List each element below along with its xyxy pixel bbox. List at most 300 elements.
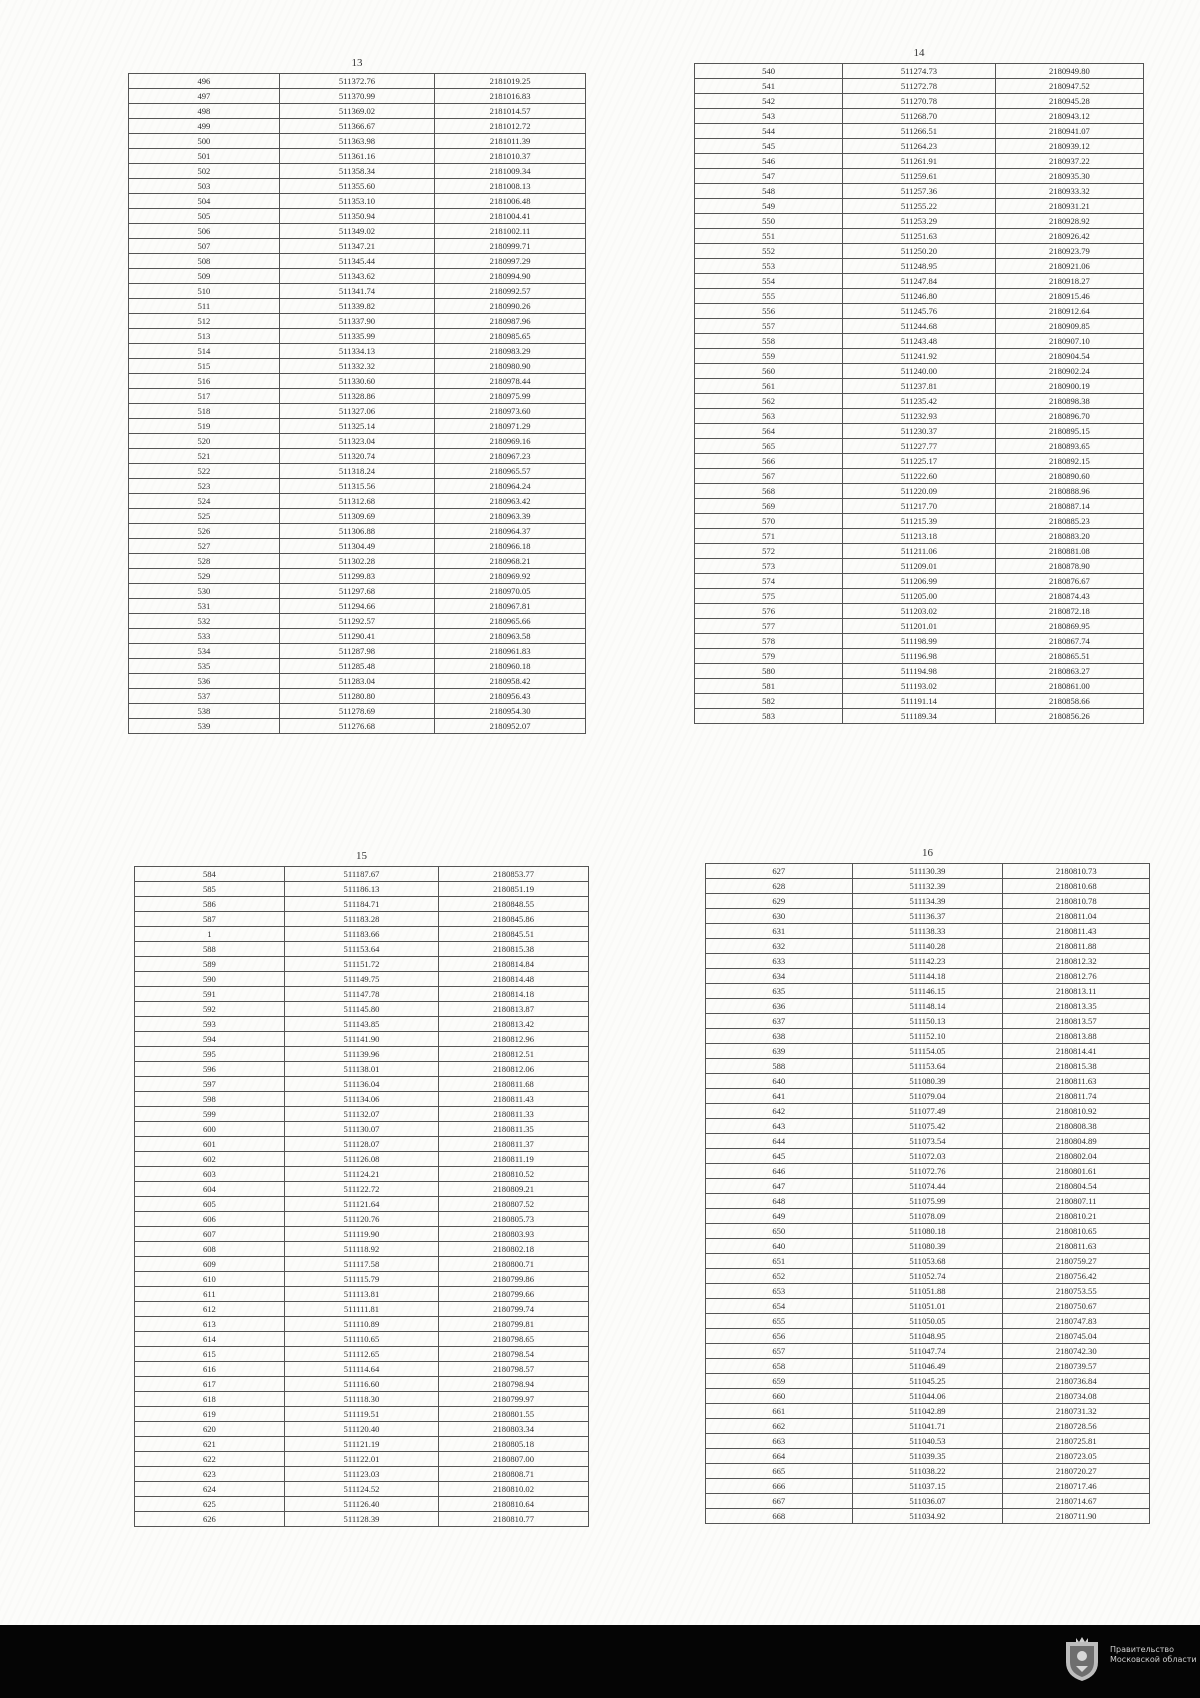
point-number: 533 [129, 629, 280, 644]
x-coordinate: 511113.81 [284, 1287, 438, 1302]
y-coordinate: 2180980.90 [435, 359, 586, 374]
page-number: 14 [913, 47, 925, 59]
x-coordinate: 511110.65 [284, 1332, 438, 1347]
point-number: 665 [706, 1464, 853, 1479]
x-coordinate: 511120.40 [284, 1422, 438, 1437]
point-number: 555 [695, 289, 843, 304]
footer-bar [0, 1625, 1200, 1698]
point-number: 634 [706, 969, 853, 984]
x-coordinate: 511079.04 [852, 1089, 1003, 1104]
x-coordinate: 511147.78 [284, 987, 438, 1002]
y-coordinate: 2180983.29 [435, 344, 586, 359]
y-coordinate: 2180963.58 [435, 629, 586, 644]
x-coordinate: 511347.21 [279, 239, 434, 254]
point-number: 510 [129, 284, 280, 299]
point-number: 524 [129, 494, 280, 509]
point-number: 573 [695, 559, 843, 574]
table-row [706, 1374, 1150, 1389]
y-coordinate: 2180759.27 [1003, 1254, 1150, 1269]
point-number: 631 [706, 924, 853, 939]
y-coordinate: 2180813.11 [1003, 984, 1150, 999]
point-number: 607 [135, 1227, 285, 1242]
y-coordinate: 2180811.37 [439, 1137, 589, 1152]
point-number: 633 [706, 954, 853, 969]
x-coordinate: 511297.68 [279, 584, 434, 599]
x-coordinate: 511153.64 [852, 1059, 1003, 1074]
y-coordinate: 2181019.25 [435, 74, 586, 89]
point-number: 612 [135, 1302, 285, 1317]
table-row [695, 649, 1144, 664]
y-coordinate: 2180810.65 [1003, 1224, 1150, 1239]
point-number: 522 [129, 464, 280, 479]
x-coordinate: 511251.63 [843, 229, 996, 244]
y-coordinate: 2180966.18 [435, 539, 586, 554]
x-coordinate: 511080.39 [852, 1074, 1003, 1089]
x-coordinate: 511278.69 [279, 704, 434, 719]
y-coordinate: 2180742.30 [1003, 1344, 1150, 1359]
x-coordinate: 511148.14 [852, 999, 1003, 1014]
point-number: 597 [135, 1077, 285, 1092]
table-row [695, 289, 1144, 304]
x-coordinate: 511270.78 [843, 94, 996, 109]
table-row [706, 984, 1150, 999]
x-coordinate: 511193.02 [843, 679, 996, 694]
x-coordinate: 511126.08 [284, 1152, 438, 1167]
x-coordinate: 511370.99 [279, 89, 434, 104]
y-coordinate: 2180810.52 [439, 1167, 589, 1182]
table-row [129, 314, 586, 329]
y-coordinate: 2181014.57 [435, 104, 586, 119]
y-coordinate: 2180802.04 [1003, 1149, 1150, 1164]
y-coordinate: 2180961.83 [435, 644, 586, 659]
point-number: 531 [129, 599, 280, 614]
y-coordinate: 2180811.68 [439, 1077, 589, 1092]
point-number: 611 [135, 1287, 285, 1302]
point-number: 536 [129, 674, 280, 689]
coordinate-table [694, 63, 1144, 724]
table-row [695, 409, 1144, 424]
x-coordinate: 511183.28 [284, 912, 438, 927]
point-number: 530 [129, 584, 280, 599]
y-coordinate: 2180720.27 [1003, 1464, 1150, 1479]
table-row [129, 269, 586, 284]
y-coordinate: 2180750.67 [1003, 1299, 1150, 1314]
point-number: 535 [129, 659, 280, 674]
point-number: 659 [706, 1374, 853, 1389]
x-coordinate: 511126.40 [284, 1497, 438, 1512]
point-number: 651 [706, 1254, 853, 1269]
table-row [129, 374, 586, 389]
x-coordinate: 511349.02 [279, 224, 434, 239]
y-coordinate: 2180887.14 [995, 499, 1143, 514]
point-number: 594 [135, 1032, 285, 1047]
x-coordinate: 511112.65 [284, 1347, 438, 1362]
point-number: 652 [706, 1269, 853, 1284]
x-coordinate: 511280.80 [279, 689, 434, 704]
table-row [706, 1464, 1150, 1479]
table-row [129, 119, 586, 134]
x-coordinate: 511072.03 [852, 1149, 1003, 1164]
y-coordinate: 2180813.35 [1003, 999, 1150, 1014]
point-number: 656 [706, 1329, 853, 1344]
table-row [706, 1269, 1150, 1284]
table-row [129, 239, 586, 254]
table-row [135, 912, 589, 927]
table-row [129, 479, 586, 494]
y-coordinate: 2180801.55 [439, 1407, 589, 1422]
table-row [706, 924, 1150, 939]
point-number: 606 [135, 1212, 285, 1227]
y-coordinate: 2180811.33 [439, 1107, 589, 1122]
point-number: 559 [695, 349, 843, 364]
point-number: 600 [135, 1122, 285, 1137]
y-coordinate: 2180874.43 [995, 589, 1143, 604]
point-number: 534 [129, 644, 280, 659]
table-row [706, 864, 1150, 879]
point-number: 638 [706, 1029, 853, 1044]
point-number: 523 [129, 479, 280, 494]
point-number: 562 [695, 394, 843, 409]
table-row [695, 229, 1144, 244]
table-row [135, 897, 589, 912]
x-coordinate: 511122.72 [284, 1182, 438, 1197]
table-row [129, 719, 586, 734]
point-number: 511 [129, 299, 280, 314]
y-coordinate: 2180885.23 [995, 514, 1143, 529]
y-coordinate: 2180970.05 [435, 584, 586, 599]
x-coordinate: 511121.19 [284, 1437, 438, 1452]
x-coordinate: 511116.60 [284, 1377, 438, 1392]
table-row [135, 1092, 589, 1107]
table-row [135, 1407, 589, 1422]
y-coordinate: 2180739.57 [1003, 1359, 1150, 1374]
x-coordinate: 511143.85 [284, 1017, 438, 1032]
point-number: 564 [695, 424, 843, 439]
table-row [135, 1047, 589, 1062]
point-number: 619 [135, 1407, 285, 1422]
y-coordinate: 2180814.84 [439, 957, 589, 972]
table-row [129, 599, 586, 614]
x-coordinate: 511130.07 [284, 1122, 438, 1137]
point-number: 585 [135, 882, 285, 897]
point-number: 643 [706, 1119, 853, 1134]
table-row [129, 659, 586, 674]
x-coordinate: 511247.84 [843, 274, 996, 289]
y-coordinate: 2180798.65 [439, 1332, 589, 1347]
y-coordinate: 2180937.22 [995, 154, 1143, 169]
y-coordinate: 2180811.63 [1003, 1074, 1150, 1089]
point-number: 649 [706, 1209, 853, 1224]
table-row [695, 349, 1144, 364]
y-coordinate: 2180963.42 [435, 494, 586, 509]
table-row [706, 1134, 1150, 1149]
table-row [135, 1152, 589, 1167]
y-coordinate: 2180801.61 [1003, 1164, 1150, 1179]
x-coordinate: 511072.76 [852, 1164, 1003, 1179]
y-coordinate: 2180952.07 [435, 719, 586, 734]
x-coordinate: 511183.66 [284, 927, 438, 942]
x-coordinate: 511198.99 [843, 634, 996, 649]
point-number: 595 [135, 1047, 285, 1062]
point-number: 563 [695, 409, 843, 424]
y-coordinate: 2180807.00 [439, 1452, 589, 1467]
point-number: 615 [135, 1347, 285, 1362]
point-number: 496 [129, 74, 280, 89]
y-coordinate: 2180898.38 [995, 394, 1143, 409]
table-row [695, 214, 1144, 229]
table-row [706, 1194, 1150, 1209]
x-coordinate: 511119.51 [284, 1407, 438, 1422]
point-number: 565 [695, 439, 843, 454]
y-coordinate: 2180973.60 [435, 404, 586, 419]
y-coordinate: 2180810.73 [1003, 864, 1150, 879]
y-coordinate: 2180943.12 [995, 109, 1143, 124]
table-row [129, 524, 586, 539]
y-coordinate: 2180717.46 [1003, 1479, 1150, 1494]
table-row [135, 1107, 589, 1122]
x-coordinate: 511201.01 [843, 619, 996, 634]
y-coordinate: 2180813.57 [1003, 1014, 1150, 1029]
x-coordinate: 511080.39 [852, 1239, 1003, 1254]
y-coordinate: 2180909.85 [995, 319, 1143, 334]
table-row [135, 1242, 589, 1257]
point-number: 509 [129, 269, 280, 284]
point-number: 513 [129, 329, 280, 344]
x-coordinate: 511369.02 [279, 104, 434, 119]
point-number: 517 [129, 389, 280, 404]
y-coordinate: 2180876.67 [995, 574, 1143, 589]
point-number: 566 [695, 454, 843, 469]
x-coordinate: 511146.15 [852, 984, 1003, 999]
x-coordinate: 511309.69 [279, 509, 434, 524]
point-number: 593 [135, 1017, 285, 1032]
x-coordinate: 511304.49 [279, 539, 434, 554]
x-coordinate: 511152.10 [852, 1029, 1003, 1044]
x-coordinate: 511213.18 [843, 529, 996, 544]
table-row [695, 439, 1144, 454]
point-number: 663 [706, 1434, 853, 1449]
table-row [129, 134, 586, 149]
table-row [129, 689, 586, 704]
table-row [129, 614, 586, 629]
y-coordinate: 2180811.43 [439, 1092, 589, 1107]
page-number: 13 [351, 57, 363, 69]
y-coordinate: 2180904.54 [995, 349, 1143, 364]
y-coordinate: 2180990.26 [435, 299, 586, 314]
y-coordinate: 2180999.71 [435, 239, 586, 254]
x-coordinate: 511244.68 [843, 319, 996, 334]
y-coordinate: 2180865.51 [995, 649, 1143, 664]
x-coordinate: 511268.70 [843, 109, 996, 124]
point-number: 646 [706, 1164, 853, 1179]
table-row [135, 942, 589, 957]
y-coordinate: 2180890.60 [995, 469, 1143, 484]
y-coordinate: 2180900.19 [995, 379, 1143, 394]
y-coordinate: 2180926.42 [995, 229, 1143, 244]
point-number: 568 [695, 484, 843, 499]
table-row [129, 404, 586, 419]
table-row [135, 1497, 589, 1512]
point-number: 666 [706, 1479, 853, 1494]
point-number: 576 [695, 604, 843, 619]
y-coordinate: 2180921.06 [995, 259, 1143, 274]
x-coordinate: 511136.04 [284, 1077, 438, 1092]
table-row [135, 1362, 589, 1377]
point-number: 551 [695, 229, 843, 244]
x-coordinate: 511237.81 [843, 379, 996, 394]
y-coordinate: 2180915.46 [995, 289, 1143, 304]
x-coordinate: 511358.34 [279, 164, 434, 179]
point-number: 647 [706, 1179, 853, 1194]
x-coordinate: 511123.03 [284, 1467, 438, 1482]
footer-caption [1110, 1645, 1198, 1665]
point-number: 603 [135, 1167, 285, 1182]
point-number: 505 [129, 209, 280, 224]
x-coordinate: 511073.54 [852, 1134, 1003, 1149]
point-number: 1 [135, 927, 285, 942]
y-coordinate: 2180813.42 [439, 1017, 589, 1032]
point-number: 572 [695, 544, 843, 559]
point-number: 545 [695, 139, 843, 154]
y-coordinate: 2180939.12 [995, 139, 1143, 154]
point-number: 549 [695, 199, 843, 214]
table-row [129, 329, 586, 344]
point-number: 629 [706, 894, 853, 909]
y-coordinate: 2180985.65 [435, 329, 586, 344]
x-coordinate: 511124.52 [284, 1482, 438, 1497]
x-coordinate: 511327.06 [279, 404, 434, 419]
x-coordinate: 511225.17 [843, 454, 996, 469]
table-row [695, 559, 1144, 574]
table-row [135, 1122, 589, 1137]
y-coordinate: 2180815.38 [439, 942, 589, 957]
point-number: 622 [135, 1452, 285, 1467]
y-coordinate: 2180798.54 [439, 1347, 589, 1362]
table-row [129, 509, 586, 524]
table-row [706, 954, 1150, 969]
x-coordinate: 511318.24 [279, 464, 434, 479]
y-coordinate: 2180810.64 [439, 1497, 589, 1512]
table-row [135, 1452, 589, 1467]
point-number: 525 [129, 509, 280, 524]
coordinate-panel-16 [705, 847, 1150, 1524]
table-row [135, 1077, 589, 1092]
point-number: 618 [135, 1392, 285, 1407]
x-coordinate: 511196.98 [843, 649, 996, 664]
point-number: 591 [135, 987, 285, 1002]
table-row [695, 544, 1144, 559]
x-coordinate: 511136.37 [852, 909, 1003, 924]
x-coordinate: 511118.92 [284, 1242, 438, 1257]
point-number: 661 [706, 1404, 853, 1419]
y-coordinate: 2181016.83 [435, 89, 586, 104]
x-coordinate: 511264.23 [843, 139, 996, 154]
x-coordinate: 511299.83 [279, 569, 434, 584]
table-row [706, 999, 1150, 1014]
table-row [129, 224, 586, 239]
point-number: 621 [135, 1437, 285, 1452]
y-coordinate: 2180945.28 [995, 94, 1143, 109]
point-number: 515 [129, 359, 280, 374]
y-coordinate: 2180731.32 [1003, 1404, 1150, 1419]
table-row [129, 149, 586, 164]
point-number: 590 [135, 972, 285, 987]
y-coordinate: 2180923.79 [995, 244, 1143, 259]
point-number: 506 [129, 224, 280, 239]
y-coordinate: 2181009.34 [435, 164, 586, 179]
y-coordinate: 2180799.97 [439, 1392, 589, 1407]
x-coordinate: 511272.78 [843, 79, 996, 94]
table-row [135, 1317, 589, 1332]
x-coordinate: 511366.67 [279, 119, 434, 134]
point-number: 499 [129, 119, 280, 134]
x-coordinate: 511186.13 [284, 882, 438, 897]
point-number: 667 [706, 1494, 853, 1509]
table-row [129, 344, 586, 359]
x-coordinate: 511335.99 [279, 329, 434, 344]
table-row [706, 1329, 1150, 1344]
point-number: 540 [695, 64, 843, 79]
x-coordinate: 511041.71 [852, 1419, 1003, 1434]
table-row [695, 334, 1144, 349]
point-number: 570 [695, 514, 843, 529]
table-row [706, 1119, 1150, 1134]
table-row [695, 154, 1144, 169]
x-coordinate: 511328.86 [279, 389, 434, 404]
point-number: 575 [695, 589, 843, 604]
point-number: 529 [129, 569, 280, 584]
point-number: 537 [129, 689, 280, 704]
y-coordinate: 2180734.08 [1003, 1389, 1150, 1404]
footer-line-2: Московской области [1110, 1655, 1197, 1664]
point-number: 630 [706, 909, 853, 924]
y-coordinate: 2180800.71 [439, 1257, 589, 1272]
point-number: 636 [706, 999, 853, 1014]
x-coordinate: 511038.22 [852, 1464, 1003, 1479]
x-coordinate: 511337.90 [279, 314, 434, 329]
y-coordinate: 2180971.29 [435, 419, 586, 434]
table-row [135, 1182, 589, 1197]
y-coordinate: 2180811.43 [1003, 924, 1150, 939]
x-coordinate: 511320.74 [279, 449, 434, 464]
y-coordinate: 2180978.44 [435, 374, 586, 389]
table-row [135, 1212, 589, 1227]
table-row [135, 1377, 589, 1392]
x-coordinate: 511285.48 [279, 659, 434, 674]
x-coordinate: 511325.14 [279, 419, 434, 434]
y-coordinate: 2180992.57 [435, 284, 586, 299]
point-number: 588 [706, 1059, 853, 1074]
table-row [706, 1389, 1150, 1404]
table-row [695, 604, 1144, 619]
x-coordinate: 511047.74 [852, 1344, 1003, 1359]
table-row [695, 364, 1144, 379]
x-coordinate: 511145.80 [284, 1002, 438, 1017]
table-row [706, 1299, 1150, 1314]
x-coordinate: 511052.74 [852, 1269, 1003, 1284]
table-row [695, 274, 1144, 289]
y-coordinate: 2180814.48 [439, 972, 589, 987]
x-coordinate: 511130.39 [852, 864, 1003, 879]
y-coordinate: 2180813.88 [1003, 1029, 1150, 1044]
table-row [695, 529, 1144, 544]
x-coordinate: 511117.58 [284, 1257, 438, 1272]
point-number: 627 [706, 864, 853, 879]
table-row [706, 879, 1150, 894]
y-coordinate: 2180969.16 [435, 434, 586, 449]
point-number: 641 [706, 1089, 853, 1104]
point-number: 541 [695, 79, 843, 94]
